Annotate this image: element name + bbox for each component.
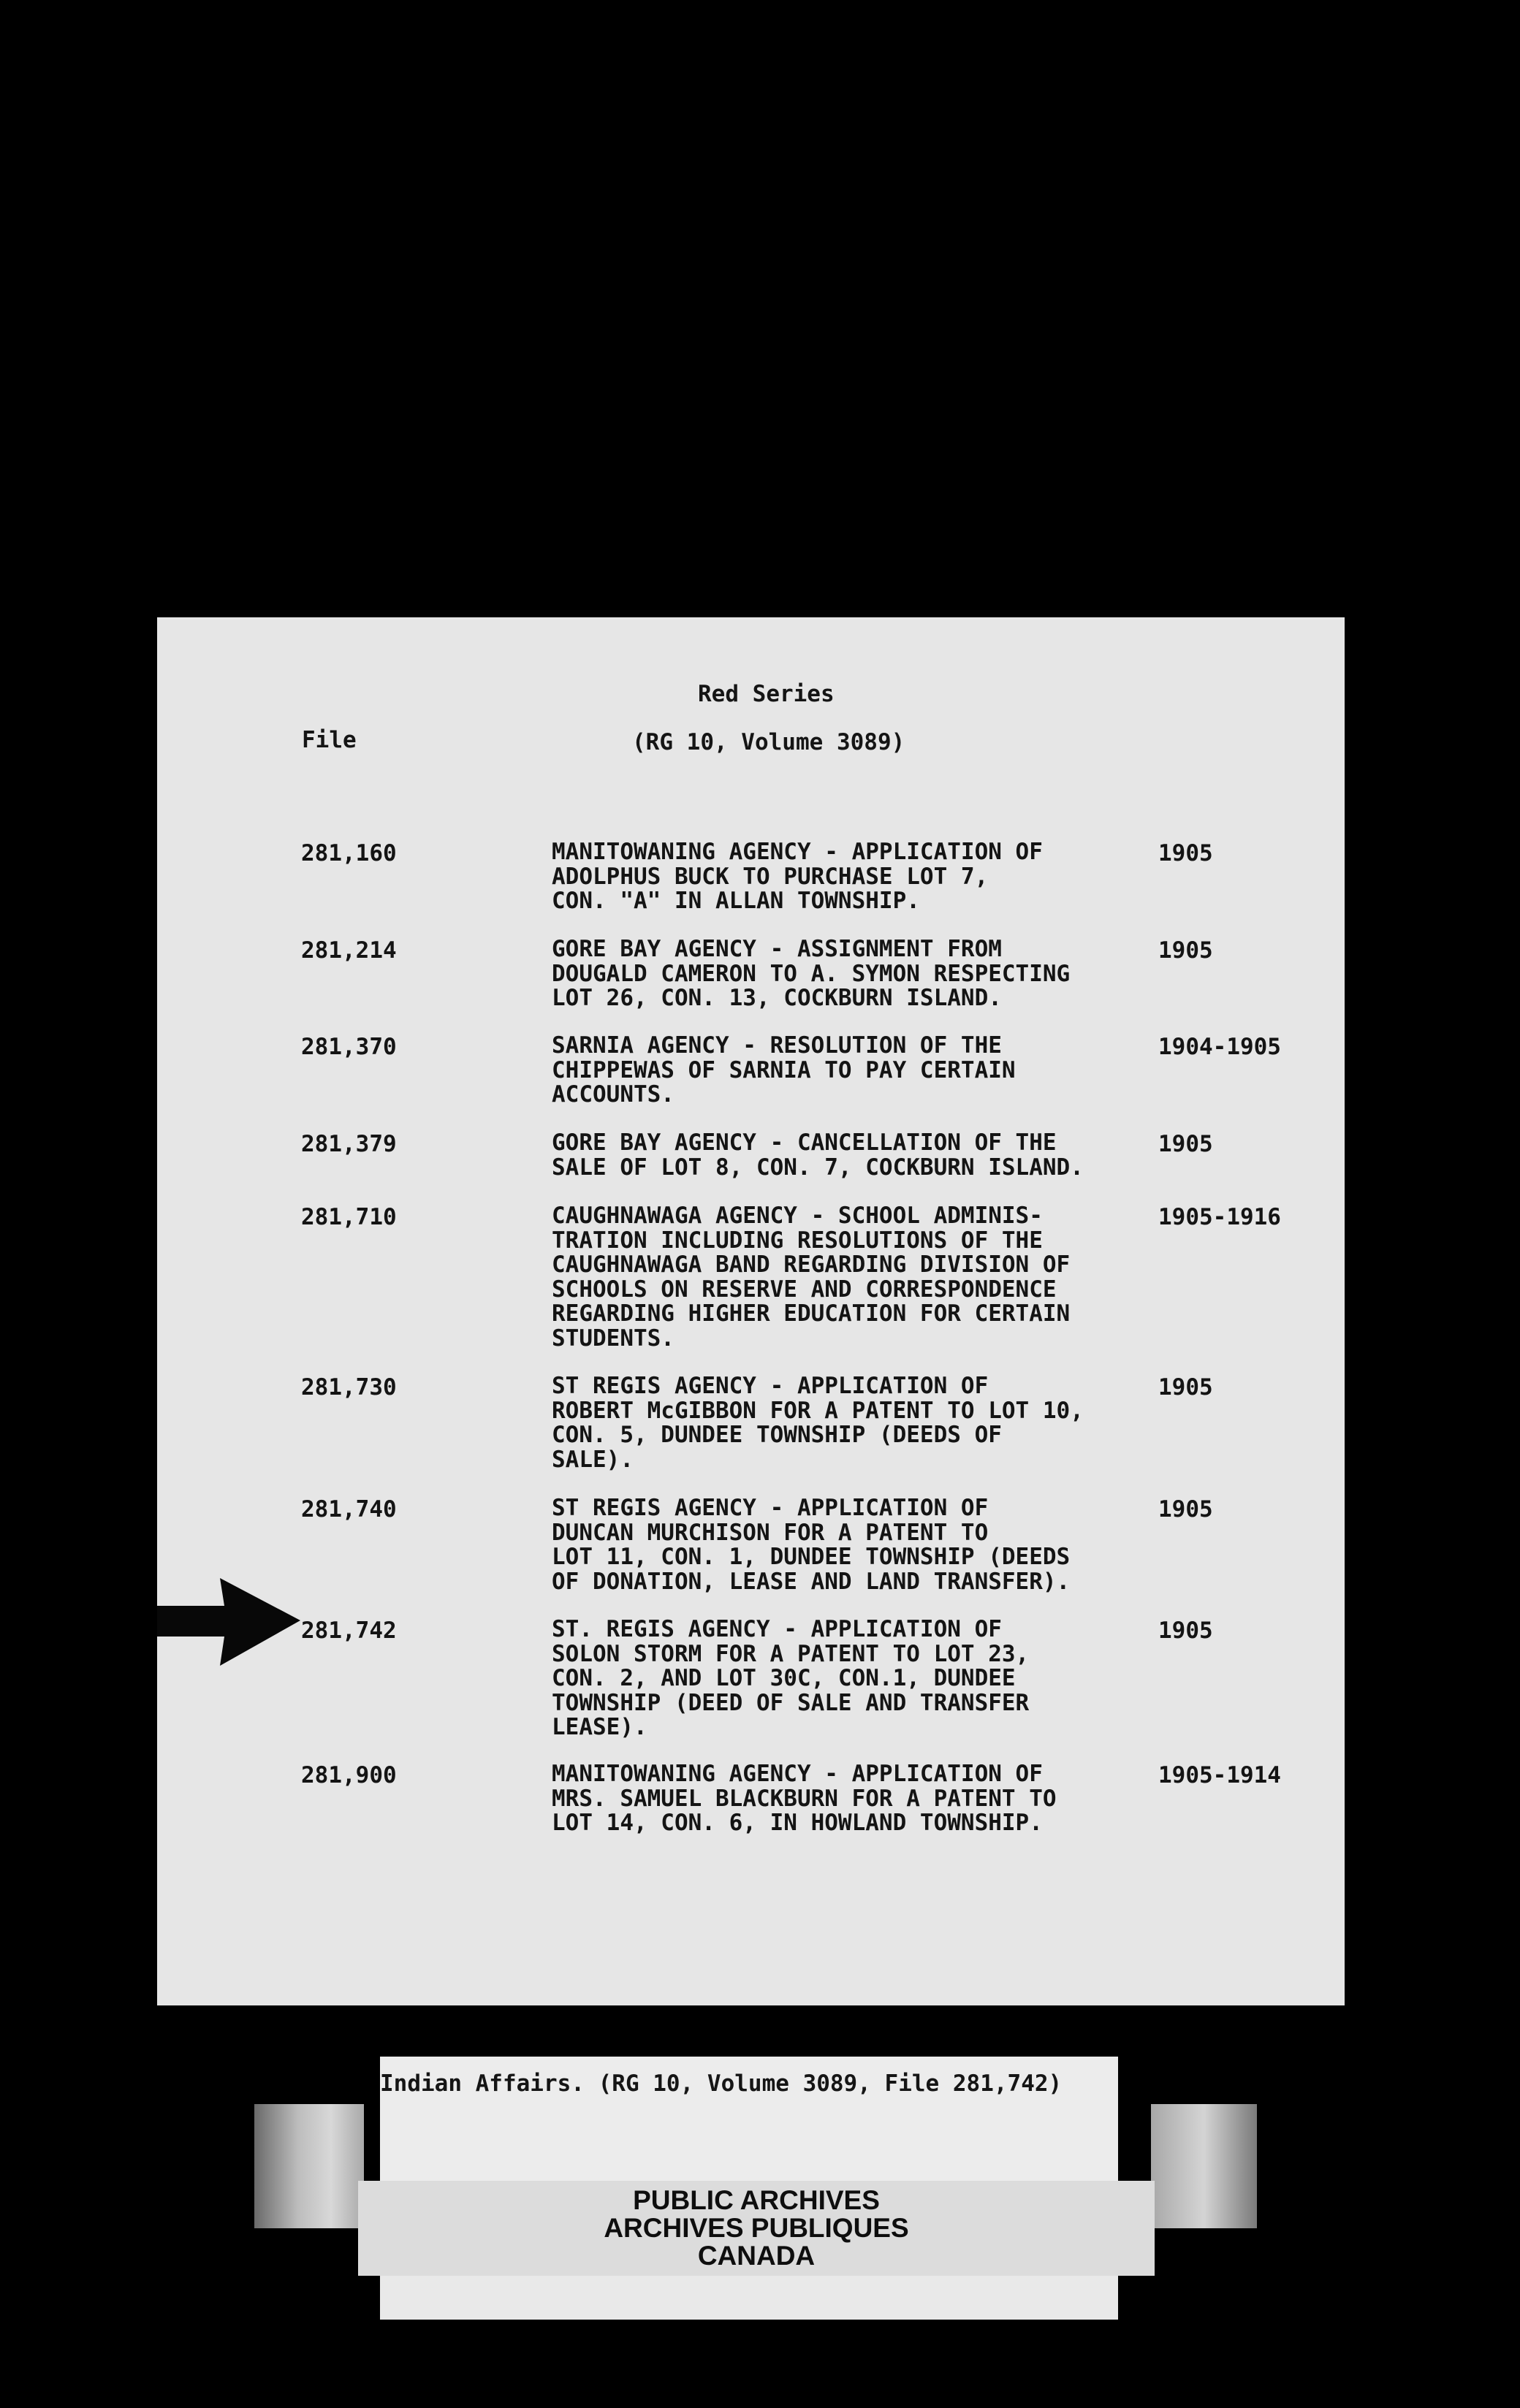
- description-line: GORE BAY AGENCY - ASSIGNMENT FROM: [552, 936, 1002, 962]
- description-line: GORE BAY AGENCY - CANCELLATION OF THE: [552, 1129, 1057, 1156]
- file-number: 281,740: [301, 1496, 397, 1523]
- description-line: SOLON STORM FOR A PATENT TO LOT 23,: [552, 1640, 1030, 1667]
- stamp-line-3: CANADA: [697, 2241, 816, 2271]
- description-line: CON. "A" IN ALLAN TOWNSHIP.: [552, 888, 920, 914]
- file-description: [552, 937, 1151, 1011]
- file-description: [552, 1374, 1151, 1472]
- file-description: [552, 840, 1151, 914]
- description-line: TOWNSHIP (DEED OF SALE AND TRANSFER: [552, 1689, 1030, 1716]
- file-description: [552, 1034, 1151, 1108]
- file-number: 281,742: [301, 1618, 397, 1644]
- description-line: SALE OF LOT 8, CON. 7, COCKBURN ISLAND.: [552, 1154, 1084, 1181]
- file-number: 281,370: [301, 1034, 397, 1060]
- description-line: MRS. SAMUEL BLACKBURN FOR A PATENT TO: [552, 1785, 1057, 1812]
- document-title: Red Series: [698, 681, 835, 707]
- description-line: LOT 11, CON. 1, DUNDEE TOWNSHIP (DEEDS: [552, 1544, 1071, 1570]
- description-line: CAUGHNAWAGA BAND REGARDING DIVISION OF: [552, 1251, 1071, 1278]
- arrow-right-icon: [157, 1578, 303, 1666]
- file-number: 281,730: [301, 1374, 397, 1401]
- description-line: CAUGHNAWAGA AGENCY - SCHOOL ADMINIS-: [552, 1203, 1043, 1229]
- description-line: ADOLPHUS BUCK TO PURCHASE LOT 7,: [552, 863, 989, 890]
- description-line: SALE).: [552, 1446, 634, 1473]
- mount-edge-left: [254, 2104, 364, 2228]
- description-line: ST REGIS AGENCY - APPLICATION OF: [552, 1495, 989, 1521]
- file-date: 1905-1914: [1158, 1762, 1281, 1788]
- stamp-bottom-band: [380, 2276, 1118, 2320]
- file-column-header: File: [302, 727, 357, 753]
- file-number: 281,379: [301, 1131, 397, 1157]
- file-description: [552, 1762, 1151, 1836]
- archives-stamp-text: [358, 2187, 1155, 2270]
- mount-edge-right: [1151, 2104, 1257, 2228]
- file-date: 1904-1905: [1158, 1034, 1281, 1060]
- file-date: 1905: [1158, 1618, 1213, 1644]
- file-description: [552, 1496, 1151, 1594]
- description-line: ROBERT McGIBBON FOR A PATENT TO LOT 10,: [552, 1397, 1084, 1424]
- file-date: 1905: [1158, 937, 1213, 964]
- description-line: REGARDING HIGHER EDUCATION FOR CERTAIN: [552, 1300, 1071, 1327]
- stamp-line-2: ARCHIVES PUBLIQUES: [604, 2213, 909, 2243]
- stamp-line-1: PUBLIC ARCHIVES: [633, 2185, 880, 2215]
- file-number: 281,710: [301, 1204, 397, 1230]
- file-description: [552, 1618, 1151, 1740]
- description-line: SCHOOLS ON RESERVE AND CORRESPONDENCE: [552, 1276, 1057, 1303]
- description-line: STUDENTS.: [552, 1325, 674, 1352]
- document-subtitle: (RG 10, Volume 3089): [632, 729, 905, 755]
- description-line: TRATION INCLUDING RESOLUTIONS OF THE: [552, 1227, 1043, 1254]
- file-number: 281,214: [301, 937, 397, 964]
- description-line: MANITOWANING AGENCY - APPLICATION OF: [552, 839, 1043, 865]
- description-line: LEASE).: [552, 1714, 647, 1740]
- file-number: 281,900: [301, 1762, 397, 1788]
- description-line: DOUGALD CAMERON TO A. SYMON RESPECTING: [552, 960, 1071, 987]
- file-description: [552, 1131, 1151, 1180]
- file-date: 1905-1916: [1158, 1204, 1281, 1230]
- description-line: LOT 26, CON. 13, COCKBURN ISLAND.: [552, 985, 1002, 1011]
- description-line: LOT 14, CON. 6, IN HOWLAND TOWNSHIP.: [552, 1810, 1043, 1836]
- file-date: 1905: [1158, 840, 1213, 866]
- file-date: 1905: [1158, 1496, 1213, 1523]
- description-line: ACCOUNTS.: [552, 1081, 674, 1108]
- description-line: ST. REGIS AGENCY - APPLICATION OF: [552, 1616, 1002, 1642]
- description-line: DUNCAN MURCHISON FOR A PATENT TO: [552, 1519, 989, 1546]
- caption-text: Indian Affairs. (RG 10, Volume 3089, File 281,742): [380, 2070, 1063, 2097]
- file-date: 1905: [1158, 1131, 1213, 1157]
- file-description: [552, 1204, 1151, 1351]
- description-line: MANITOWANING AGENCY - APPLICATION OF: [552, 1761, 1043, 1787]
- description-line: CON. 2, AND LOT 30C, CON.1, DUNDEE: [552, 1665, 1016, 1691]
- description-line: OF DONATION, LEASE AND LAND TRANSFER).: [552, 1568, 1071, 1595]
- description-line: CHIPPEWAS OF SARNIA TO PAY CERTAIN: [552, 1056, 1016, 1083]
- file-number: 281,160: [301, 840, 397, 866]
- description-line: ST REGIS AGENCY - APPLICATION OF: [552, 1373, 989, 1399]
- description-line: CON. 5, DUNDEE TOWNSHIP (DEEDS OF: [552, 1422, 1002, 1448]
- description-line: SARNIA AGENCY - RESOLUTION OF THE: [552, 1032, 1002, 1059]
- file-date: 1905: [1158, 1374, 1213, 1401]
